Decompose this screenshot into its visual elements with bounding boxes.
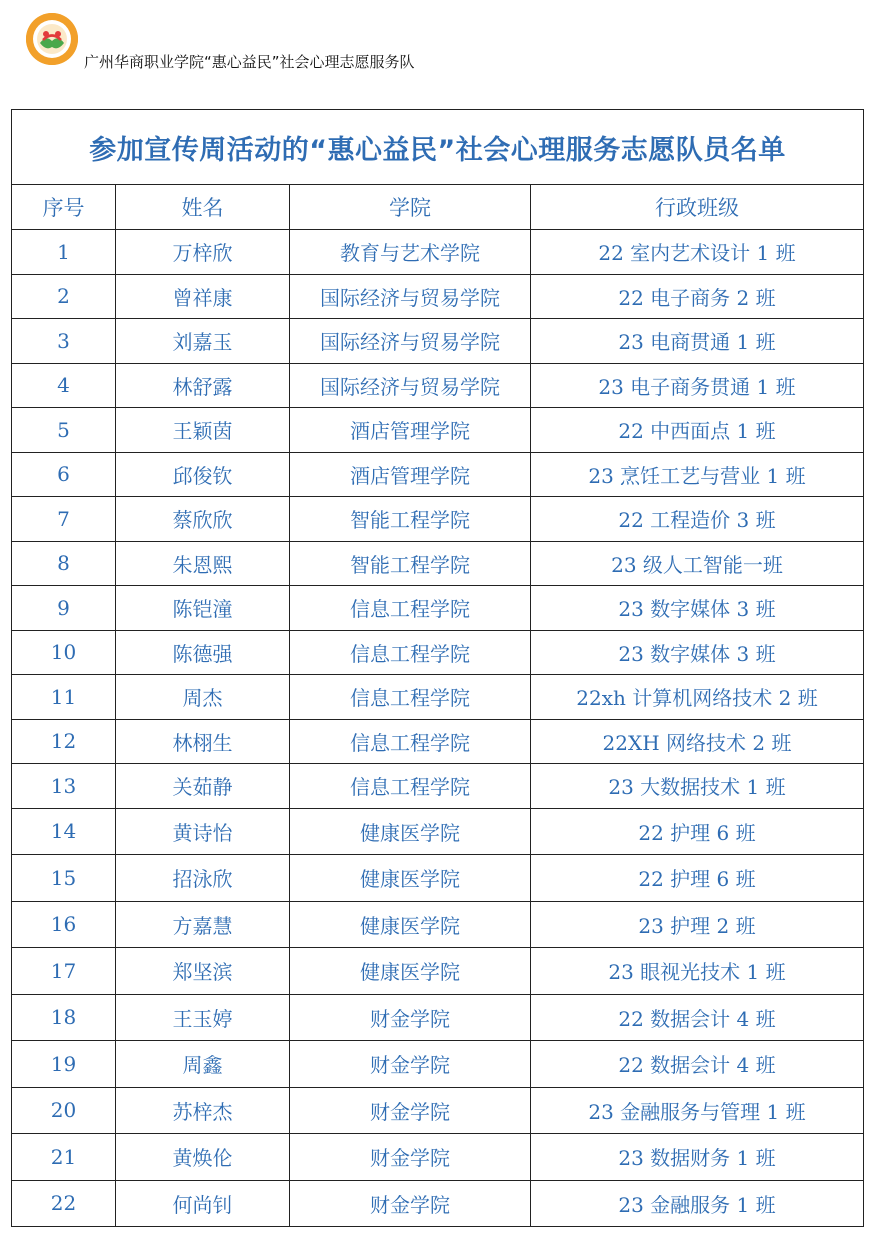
class-name: 23 眼视光技术 1 班: [531, 948, 864, 995]
college-name: 财金学院: [290, 994, 531, 1041]
student-name: 林栩生: [116, 719, 290, 764]
table-row: [12, 497, 864, 542]
student-name: 黄诗怡: [116, 808, 290, 855]
college-name: 财金学院: [290, 1134, 531, 1181]
column-header-college: 学院: [290, 185, 531, 230]
volunteer-team-logo-icon: [26, 13, 78, 65]
table-row: [12, 901, 864, 948]
row-index: 22: [12, 1180, 116, 1227]
column-header-class: 行政班级: [531, 185, 864, 230]
organization-name: 广州华商职业学院“惠心益民”社会心理志愿服务队: [84, 53, 415, 71]
class-name: 22 工程造价 3 班: [531, 497, 864, 542]
table-title: 参加宣传周活动的“惠心益民”社会心理服务志愿队员名单: [12, 110, 864, 185]
class-name: 23 大数据技术 1 班: [531, 764, 864, 809]
table-row: [12, 586, 864, 631]
class-name: 23 护理 2 班: [531, 901, 864, 948]
row-index: 9: [12, 586, 116, 631]
student-name: 刘嘉玉: [116, 319, 290, 364]
student-name: 王颖茵: [116, 408, 290, 453]
row-index: 2: [12, 274, 116, 319]
college-name: 健康医学院: [290, 808, 531, 855]
row-index: 12: [12, 719, 116, 764]
column-header-name: 姓名: [116, 185, 290, 230]
college-name: 财金学院: [290, 1180, 531, 1227]
row-index: 4: [12, 363, 116, 408]
table-row: [12, 855, 864, 902]
table-row: [12, 1041, 864, 1088]
row-index: 11: [12, 675, 116, 720]
student-name: 邱俊钦: [116, 452, 290, 497]
student-name: 周杰: [116, 675, 290, 720]
table-row: [12, 1180, 864, 1227]
college-name: 酒店管理学院: [290, 452, 531, 497]
table-row: [12, 408, 864, 453]
student-name: 方嘉慧: [116, 901, 290, 948]
college-name: 国际经济与贸易学院: [290, 363, 531, 408]
class-name: 23 电子商务贯通 1 班: [531, 363, 864, 408]
class-name: 22 室内艺术设计 1 班: [531, 230, 864, 275]
table-row: [12, 764, 864, 809]
table-row: [12, 948, 864, 995]
row-index: 5: [12, 408, 116, 453]
college-name: 国际经济与贸易学院: [290, 319, 531, 364]
college-name: 信息工程学院: [290, 719, 531, 764]
table-row: [12, 541, 864, 586]
class-name: 22 中西面点 1 班: [531, 408, 864, 453]
class-name: 23 级人工智能一班: [531, 541, 864, 586]
row-index: 19: [12, 1041, 116, 1088]
row-index: 18: [12, 994, 116, 1041]
table-row: [12, 630, 864, 675]
row-index: 1: [12, 230, 116, 275]
student-name: 陈铠潼: [116, 586, 290, 631]
class-name: 23 金融服务 1 班: [531, 1180, 864, 1227]
student-name: 周鑫: [116, 1041, 290, 1088]
table-row: [12, 994, 864, 1041]
college-name: 健康医学院: [290, 948, 531, 995]
class-name: 23 烹饪工艺与营业 1 班: [531, 452, 864, 497]
row-index: 13: [12, 764, 116, 809]
class-name: 22XH 网络技术 2 班: [531, 719, 864, 764]
table-row: [12, 1134, 864, 1181]
class-name: 23 数字媒体 3 班: [531, 630, 864, 675]
college-name: 信息工程学院: [290, 586, 531, 631]
table-row: [12, 675, 864, 720]
student-name: 郑坚滨: [116, 948, 290, 995]
student-name: 蔡欣欣: [116, 497, 290, 542]
row-index: 6: [12, 452, 116, 497]
row-index: 15: [12, 855, 116, 902]
table-row: [12, 719, 864, 764]
row-index: 17: [12, 948, 116, 995]
row-index: 14: [12, 808, 116, 855]
row-index: 16: [12, 901, 116, 948]
student-name: 苏梓杰: [116, 1087, 290, 1134]
table-row: [12, 274, 864, 319]
row-index: 7: [12, 497, 116, 542]
class-name: 22 护理 6 班: [531, 808, 864, 855]
class-name: 23 金融服务与管理 1 班: [531, 1087, 864, 1134]
student-name: 陈德强: [116, 630, 290, 675]
college-name: 智能工程学院: [290, 497, 531, 542]
class-name: 22 电子商务 2 班: [531, 274, 864, 319]
row-index: 20: [12, 1087, 116, 1134]
college-name: 信息工程学院: [290, 630, 531, 675]
student-name: 林舒露: [116, 363, 290, 408]
college-name: 信息工程学院: [290, 764, 531, 809]
student-name: 曾祥康: [116, 274, 290, 319]
college-name: 财金学院: [290, 1041, 531, 1088]
row-index: 8: [12, 541, 116, 586]
class-name: 22xh 计算机网络技术 2 班: [531, 675, 864, 720]
student-name: 招泳欣: [116, 855, 290, 902]
college-name: 智能工程学院: [290, 541, 531, 586]
college-name: 健康医学院: [290, 855, 531, 902]
student-name: 关茹静: [116, 764, 290, 809]
student-name: 黄焕伦: [116, 1134, 290, 1181]
college-name: 信息工程学院: [290, 675, 531, 720]
volunteer-roster-table: [11, 109, 864, 1227]
class-name: 22 数据会计 4 班: [531, 1041, 864, 1088]
row-index: 21: [12, 1134, 116, 1181]
class-name: 23 电商贯通 1 班: [531, 319, 864, 364]
college-name: 健康医学院: [290, 901, 531, 948]
student-name: 何尚钊: [116, 1180, 290, 1227]
class-name: 22 护理 6 班: [531, 855, 864, 902]
table-row: [12, 808, 864, 855]
student-name: 朱恩熙: [116, 541, 290, 586]
row-index: 10: [12, 630, 116, 675]
row-index: 3: [12, 319, 116, 364]
class-name: 23 数据财务 1 班: [531, 1134, 864, 1181]
table-row: [12, 1087, 864, 1134]
column-header-index: 序号: [12, 185, 116, 230]
table-row: [12, 363, 864, 408]
table-row: [12, 230, 864, 275]
class-name: 23 数字媒体 3 班: [531, 586, 864, 631]
table-row: [12, 319, 864, 364]
student-name: 万梓欣: [116, 230, 290, 275]
college-name: 酒店管理学院: [290, 408, 531, 453]
college-name: 财金学院: [290, 1087, 531, 1134]
student-name: 王玉婷: [116, 994, 290, 1041]
college-name: 教育与艺术学院: [290, 230, 531, 275]
class-name: 22 数据会计 4 班: [531, 994, 864, 1041]
college-name: 国际经济与贸易学院: [290, 274, 531, 319]
table-row: [12, 452, 864, 497]
